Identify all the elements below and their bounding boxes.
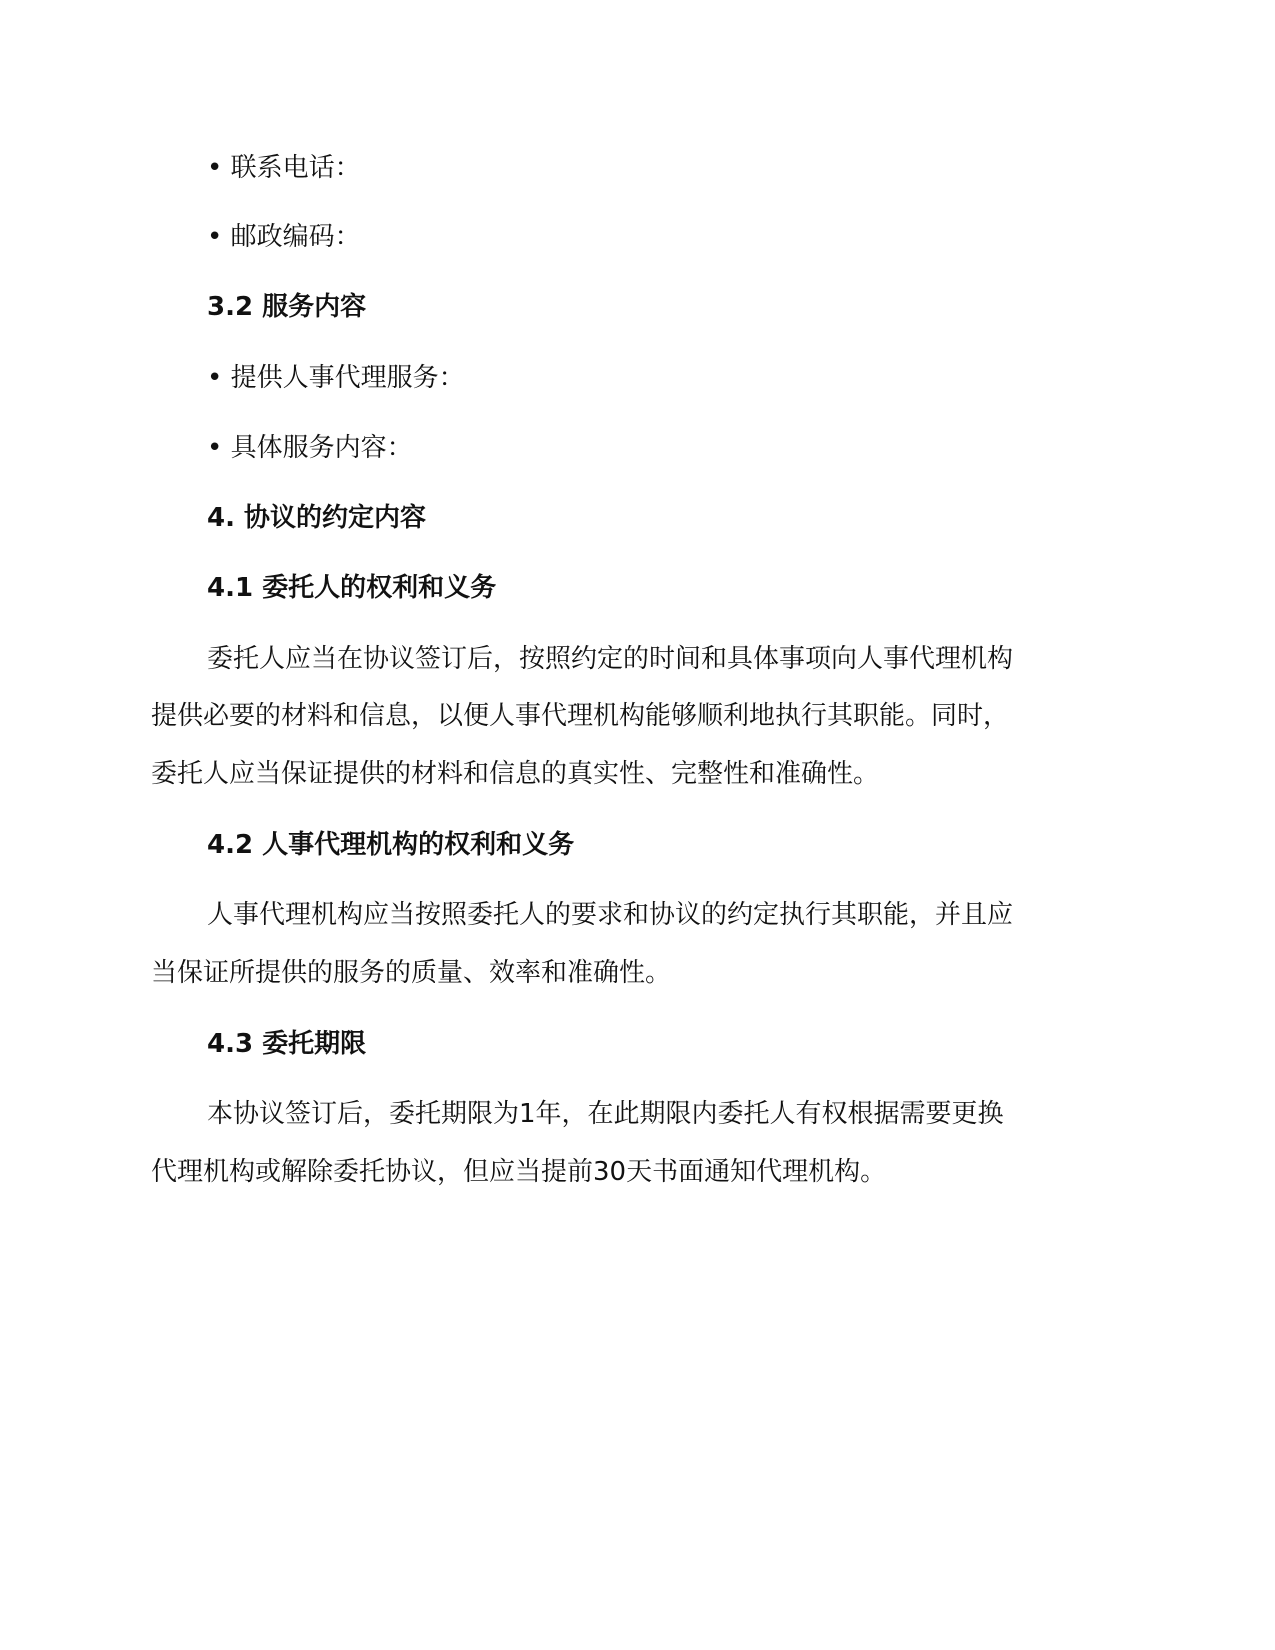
hr-service-bullet: • 提供人事代理服务： [207, 363, 465, 393]
paragraph-line: 本协议签订后，委托期限为1年，在此期限内委托人有权根据需要更换 [207, 1099, 1004, 1129]
paragraph-line: 委托人应当在协议签订后，按照约定的时间和具体事项向人事代理机构 [207, 644, 1014, 674]
section-heading-4-2: 4.2 人事代理机构的权利和义务 [207, 830, 575, 860]
contact-phone-bullet: • 联系电话： [207, 153, 361, 183]
paragraph-line: 当保证所提供的服务的质量、效率和准确性。 [151, 958, 672, 988]
service-content-bullet: • 具体服务内容： [207, 433, 413, 463]
section-heading-4: 4. 协议的约定内容 [207, 503, 427, 533]
paragraph-line: 代理机构或解除委托协议，但应当提前30天书面通知代理机构。 [151, 1157, 887, 1187]
paragraph-line: 提供必要的材料和信息，以便人事代理机构能够顺利地执行其职能。同时， [151, 701, 1010, 731]
paragraph-line: 委托人应当保证提供的材料和信息的真实性、完整性和准确性。 [151, 759, 880, 789]
postal-code-bullet: • 邮政编码： [207, 222, 361, 252]
paragraph-line: 人事代理机构应当按照委托人的要求和协议的约定执行其职能，并且应 [207, 900, 1014, 930]
section-heading-4-1: 4.1 委托人的权利和义务 [207, 573, 497, 603]
section-heading-3-2: 3.2 服务内容 [207, 292, 367, 322]
section-heading-4-3: 4.3 委托期限 [207, 1029, 367, 1059]
